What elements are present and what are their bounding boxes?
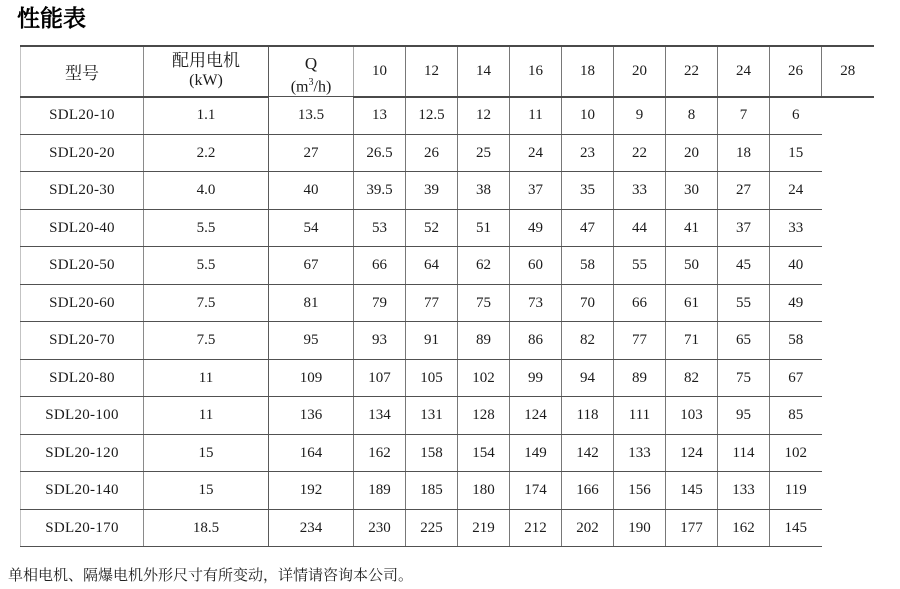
h-value-cell: 12.5 [406,97,458,135]
h-value-cell: 94 [562,359,614,397]
h-value-cell: 45 [718,247,770,285]
h-value-cell: 102 [770,434,822,472]
performance-table [20,45,874,547]
motor-kw-cell: 4.0 [144,172,269,210]
model-cell: SDL20-70 [21,322,144,360]
table-row [21,472,874,510]
table-row [21,134,874,172]
h-value-cell: 103 [666,397,718,435]
qh-merged-cell [269,46,354,97]
h-value-cell: 124 [510,397,562,435]
table-row [21,359,874,397]
h-value-cell: 124 [666,434,718,472]
h-value-cell: 55 [718,284,770,322]
q-axis-label [269,47,353,96]
h-value-cell: 75 [458,284,510,322]
h-value-cell: 102 [458,359,510,397]
h-value-cell: 93 [354,322,406,360]
h-value-cell: 107 [354,359,406,397]
h-value-cell: 95 [269,322,354,360]
h-value-cell: 62 [458,247,510,285]
h-value-cell: 53 [354,209,406,247]
h-value-cell: 145 [666,472,718,510]
h-value-cell: 20 [666,134,718,172]
h-value-cell: 149 [510,434,562,472]
q-symbol: Q [304,54,318,73]
motor-kw-cell: 11 [144,397,269,435]
h-value-cell: 156 [614,472,666,510]
h-value-cell: 66 [614,284,666,322]
motor-header-unit: (kW) [189,72,223,90]
h-value-cell: 79 [354,284,406,322]
h-value-cell: 82 [666,359,718,397]
h-value-cell: 82 [562,322,614,360]
col-header-q-24: 24 [718,46,770,97]
h-value-cell: 154 [458,434,510,472]
h-value-cell: 234 [269,509,354,547]
h-value-cell: 65 [718,322,770,360]
table-row [21,397,874,435]
h-value-cell: 23 [562,134,614,172]
h-value-cell: 13.5 [269,97,354,135]
h-value-cell: 27 [269,134,354,172]
h-value-cell: 164 [269,434,354,472]
h-value-cell: 18 [718,134,770,172]
h-value-cell: 99 [510,359,562,397]
col-header-motor [144,46,269,97]
h-value-cell: 24 [510,134,562,172]
h-value-cell: 47 [562,209,614,247]
motor-kw-cell: 15 [144,472,269,510]
h-value-cell: 39.5 [354,172,406,210]
h-value-cell: 41 [666,209,718,247]
h-value-cell: 66 [354,247,406,285]
h-value-cell: 192 [269,472,354,510]
h-value-cell: 55 [614,247,666,285]
h-value-cell: 26.5 [354,134,406,172]
model-cell: SDL20-20 [21,134,144,172]
h-value-cell: 67 [770,359,822,397]
table-row [21,284,874,322]
motor-kw-cell: 11 [144,359,269,397]
h-value-cell: 10 [562,97,614,135]
footer-note: 单相电机、隔爆电机外形尺寸有所变动，详情请咨询本公司。 [8,567,414,585]
h-value-cell: 134 [354,397,406,435]
h-value-cell: 185 [406,472,458,510]
h-value-cell: 12 [458,97,510,135]
h-value-cell: 230 [354,509,406,547]
h-value-cell: 49 [770,284,822,322]
h-value-cell: 158 [406,434,458,472]
motor-kw-cell: 7.5 [144,284,269,322]
h-value-cell: 11 [510,97,562,135]
h-value-cell: 212 [510,509,562,547]
h-value-cell: 27 [718,172,770,210]
h-value-cell: 85 [770,397,822,435]
col-header-q-22: 22 [666,46,718,97]
q-unit-open: (m [290,78,309,96]
h-value-cell: 180 [458,472,510,510]
h-value-cell: 60 [510,247,562,285]
h-value-cell: 33 [770,209,822,247]
model-cell: SDL20-120 [21,434,144,472]
model-cell: SDL20-60 [21,284,144,322]
table-row [21,209,874,247]
h-value-cell: 7 [718,97,770,135]
h-value-cell: 86 [510,322,562,360]
h-value-cell: 95 [718,397,770,435]
h-value-cell: 50 [666,247,718,285]
q-unit [269,73,353,96]
h-value-cell: 24 [770,172,822,210]
h-value-cell: 30 [666,172,718,210]
table-row [21,97,874,135]
col-header-q-18: 18 [562,46,614,97]
h-value-cell: 114 [718,434,770,472]
table-row [21,434,874,472]
h-value-cell: 133 [614,434,666,472]
h-value-cell: 39 [406,172,458,210]
h-value-cell: 118 [562,397,614,435]
h-value-cell: 49 [510,209,562,247]
h-value-cell: 174 [510,472,562,510]
h-value-cell: 81 [269,284,354,322]
h-value-cell: 109 [269,359,354,397]
h-value-cell: 73 [510,284,562,322]
col-header-q-10: 10 [354,46,406,97]
h-value-cell: 25 [458,134,510,172]
h-value-cell: 70 [562,284,614,322]
h-value-cell: 75 [718,359,770,397]
h-value-cell: 38 [458,172,510,210]
h-value-cell: 225 [406,509,458,547]
h-value-cell: 44 [614,209,666,247]
col-header-q-12: 12 [406,46,458,97]
table-header-row [21,46,874,97]
h-value-cell: 8 [666,97,718,135]
col-header-q-26: 26 [770,46,822,97]
model-cell: SDL20-170 [21,509,144,547]
motor-kw-cell: 5.5 [144,247,269,285]
h-value-cell: 128 [458,397,510,435]
h-value-cell: 133 [718,472,770,510]
q-unit-sup: 3 [308,77,314,88]
model-cell: SDL20-50 [21,247,144,285]
h-value-cell: 162 [354,434,406,472]
model-cell: SDL20-140 [21,472,144,510]
h-value-cell: 61 [666,284,718,322]
h-value-cell: 52 [406,209,458,247]
h-value-cell: 77 [406,284,458,322]
h-value-cell: 33 [614,172,666,210]
h-value-cell: 40 [770,247,822,285]
col-header-q-14: 14 [458,46,510,97]
h-value-cell: 13 [354,97,406,135]
h-value-cell: 26 [406,134,458,172]
table-row [21,509,874,547]
h-value-cell: 105 [406,359,458,397]
h-value-cell: 177 [666,509,718,547]
h-value-cell: 89 [614,359,666,397]
h-value-cell: 64 [406,247,458,285]
h-value-cell: 35 [562,172,614,210]
h-value-cell: 54 [269,209,354,247]
table-row [21,322,874,360]
h-value-cell: 67 [269,247,354,285]
h-value-cell: 131 [406,397,458,435]
h-value-cell: 9 [614,97,666,135]
h-value-cell: 51 [458,209,510,247]
page-title: 性能表 [17,5,86,31]
h-value-cell: 136 [269,397,354,435]
h-value-cell: 37 [718,209,770,247]
h-value-cell: 189 [354,472,406,510]
h-value-cell: 162 [718,509,770,547]
motor-kw-cell: 5.5 [144,209,269,247]
h-value-cell: 37 [510,172,562,210]
h-value-cell: 71 [666,322,718,360]
model-cell: SDL20-30 [21,172,144,210]
h-value-cell: 40 [269,172,354,210]
col-header-q-20: 20 [614,46,666,97]
h-value-cell: 190 [614,509,666,547]
motor-kw-cell: 2.2 [144,134,269,172]
motor-kw-cell: 15 [144,434,269,472]
h-value-cell: 202 [562,509,614,547]
h-value-cell: 77 [614,322,666,360]
table-row [21,247,874,285]
h-value-cell: 91 [406,322,458,360]
h-value-cell: 58 [770,322,822,360]
model-cell: SDL20-100 [21,397,144,435]
model-cell: SDL20-80 [21,359,144,397]
col-header-model: 型号 [21,46,144,97]
h-value-cell: 58 [562,247,614,285]
q-unit-close: /h) [313,78,332,96]
col-header-q-16: 16 [510,46,562,97]
h-value-cell: 111 [614,397,666,435]
h-value-cell: 15 [770,134,822,172]
col-header-q-28: 28 [822,46,874,97]
model-cell: SDL20-40 [21,209,144,247]
h-value-cell: 6 [770,97,822,135]
motor-kw-cell: 7.5 [144,322,269,360]
h-value-cell: 119 [770,472,822,510]
h-value-cell: 142 [562,434,614,472]
motor-kw-cell: 18.5 [144,509,269,547]
h-value-cell: 219 [458,509,510,547]
motor-header-name: 配用电机 [172,51,240,71]
h-value-cell: 166 [562,472,614,510]
motor-kw-cell: 1.1 [144,97,269,135]
model-cell: SDL20-10 [21,97,144,135]
table-row [21,172,874,210]
h-value-cell: 22 [614,134,666,172]
h-value-cell: 89 [458,322,510,360]
h-value-cell: 145 [770,509,822,547]
